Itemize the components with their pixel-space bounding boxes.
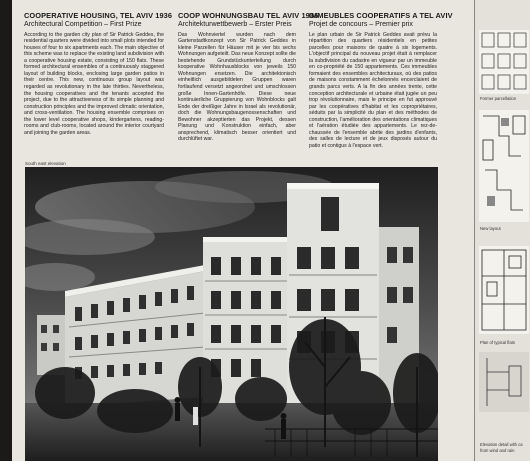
new-layout-plan bbox=[479, 110, 529, 222]
adjacent-page bbox=[474, 0, 530, 461]
elevation-detail-caption-2: from wind and rain bbox=[480, 448, 515, 453]
elevation-detail-drawing bbox=[479, 352, 529, 412]
english-subtitle: Architectural Competition – First Prize bbox=[24, 20, 142, 28]
french-subtitle: Projet de concours – Premier prix bbox=[309, 20, 413, 28]
english-column bbox=[24, 11, 173, 136]
german-title: COOP WOHNUNGSBAU TEL AVIV 1936 bbox=[178, 11, 319, 20]
english-body: According to the garden city plan of Sir Patrick Geddes, the residential quarters were divided into small plots intended for houses of four to six apartments each. The main objective of this scheme was to replace the existing land subdivision with a cooperative housing estate, consisting of 150 flats. These formed architectural ensembles of a continuously staggered layout of building blocks, enclosing large garden patios in their centre. This new, continuous group layout was regarded as revolutionary in the late thirties. Nevertheless, the housing cooperatives and the tenants accepted the project, due to the attractiveness of its simple planning and construction principles and the improved climatic orientation, and cross-ventilation. The housing ensemble comprises on the lower level cooperative shops, kindergartens, reading-rooms and club-rooms, located around the interior courtyard and joining the garden areas. bbox=[24, 31, 164, 136]
french-column bbox=[309, 11, 453, 149]
new-layout-caption: New layout bbox=[480, 226, 501, 231]
building-photo-illustration bbox=[25, 167, 438, 461]
former-parcellation-caption: Former parcellation bbox=[480, 96, 517, 101]
german-subtitle: Architekturwettbewerb – Erster Preis bbox=[178, 20, 292, 28]
magazine-page bbox=[12, 0, 474, 461]
former-parcellation-plan bbox=[479, 30, 529, 94]
french-body: Le plan urbain de Sir Patrick Geddes avait prévu la répartition des quartiers résidentiels en petites parcelles pour maisons de quatre à six logements. L'objectif principal du nouveau projet était à remplacer la subdivision du cadastre en vigueur par un immeuble en co-propriété de 150 appartements. Ces immeubles formaient des ensembles architecturaux, où des patios de maisons constamment échelonnés encerclaient de grands parcs verts. A la fin des années trente, cette conception architecturale et urbaine était jugée un peu trop révolutionnaire, mais le principe en fut approuvé par les coopératives d'habitat et les copropriétaires, séduits par la simplicité du plan et des méthodes de construction, l'amélioration des orientations climatiques et l'aération étudiée des appartements. Le rez-de-chaussée de l'ensemble abrite des jardins d'enfants, des salles de lecture et de jeux disposés autour du patio et contigus à l'espace vert. bbox=[309, 31, 437, 149]
elevation-detail-caption: Elevation detail with ca bbox=[480, 442, 523, 447]
typical-flats-caption: Plan of typical flats bbox=[480, 340, 515, 345]
building-photograph bbox=[25, 167, 438, 461]
photo-caption: South east elevation bbox=[25, 161, 66, 166]
german-body: Das Wohnviertel wurden nach dem Gartenstadtkonzept von Sir Patrick Geddes in kleine Parzellen für Häuser mit je vier bis sechs Wohnungen aufgeteilt. Das neue Konzept sollte die bestehende Grundstückunterteilung durch kooperative Wohnhausblocks von jeweils 150 Wohnungen ersetzen. Die architektonisch einheitlich ausgebildeten Gruppen waren fortlaufend versetzt angeordnet und umschlossen große Innen-Gartenhöfe. Diese neue kontinuierliche Gruppierung von Wohnblocks galt Ende der dreißiger Jahre in Israel als revolutionär, doch die Wohnungsbaugenossenschaften und Bewohner akzeptierten das Projekt, dessen Planung und Konstruktion einfach, aber ansprechend, klimatisch besser orientiert und durchlüftet war. bbox=[178, 31, 296, 143]
french-title: IMMEUBLES COOPERATIFS A TEL AVIV bbox=[309, 11, 453, 20]
english-title: COOPERATIVE HOUSING, TEL AVIV 1936 bbox=[24, 11, 173, 20]
typical-flats-plan bbox=[479, 246, 529, 334]
german-column bbox=[178, 11, 319, 143]
